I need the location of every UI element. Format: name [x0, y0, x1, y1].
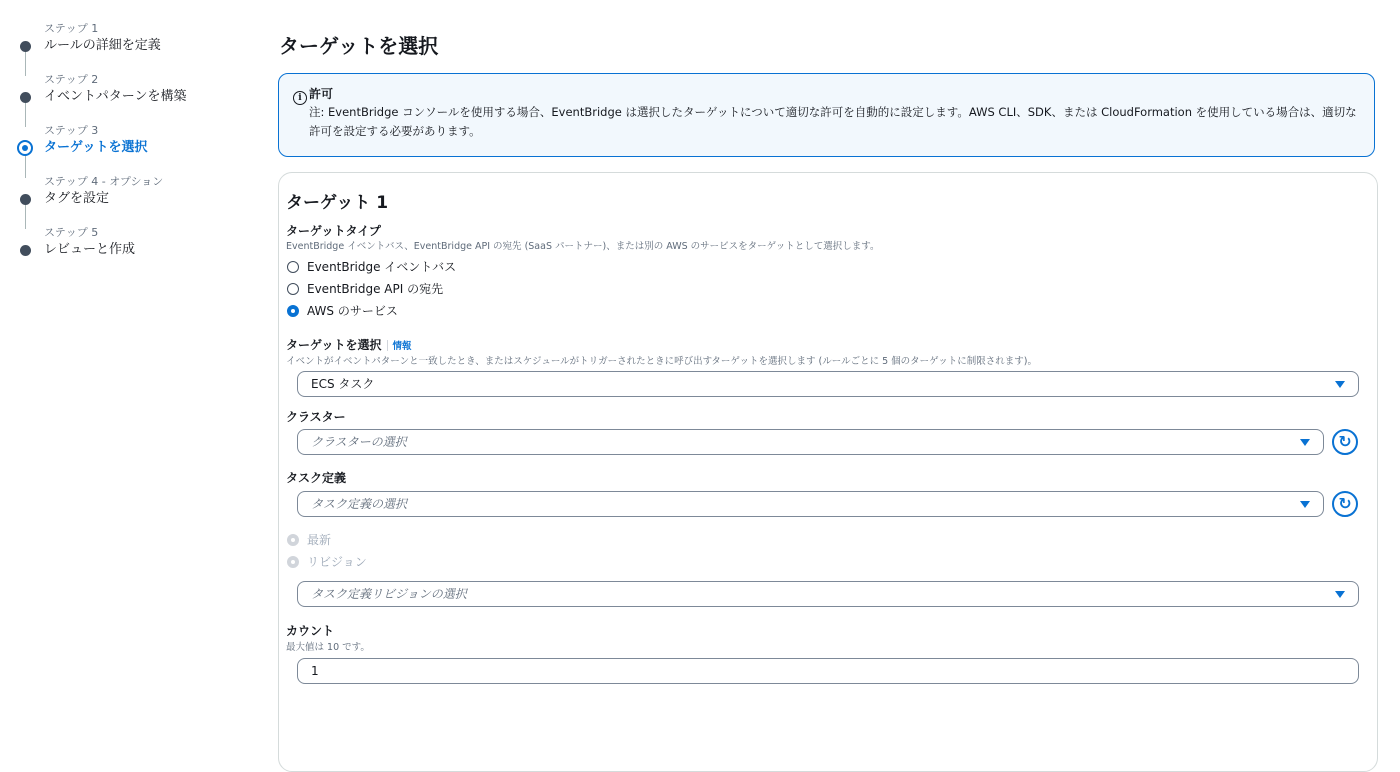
step-number: ステップ 4 - オプション: [44, 175, 164, 188]
step-4[interactable]: [20, 175, 260, 226]
refresh-icon[interactable]: ↻: [1332, 491, 1358, 517]
step-2[interactable]: [20, 73, 260, 124]
task-definition-placeholder: タスク定義の選択: [311, 497, 408, 511]
radio-label: AWS のサービス: [307, 304, 398, 318]
radio-circle[interactable]: [287, 556, 299, 568]
step-5[interactable]: [20, 226, 260, 277]
refresh-icon[interactable]: ↻: [1332, 429, 1358, 455]
radio-circle[interactable]: [287, 534, 299, 546]
divider: [387, 340, 388, 351]
caret-down-icon: [1335, 381, 1345, 388]
count-description: 最大値は 10 です。: [286, 642, 370, 653]
target-service-value: ECS タスク: [311, 377, 375, 391]
step-title[interactable]: ターゲットを選択: [44, 140, 148, 155]
step-dot: [20, 194, 31, 205]
radio-aws-service[interactable]: [287, 302, 398, 319]
radio-eventbridge-bus[interactable]: [287, 258, 456, 275]
caret-down-icon: [1300, 501, 1310, 508]
wizard-steps: [20, 22, 260, 277]
caret-down-icon: [1335, 591, 1345, 598]
radio-label: リビジョン: [307, 555, 367, 569]
step-title[interactable]: レビューと作成: [44, 242, 136, 257]
alert-body: 注: EventBridge コンソールを使用する場合、EventBridge は選択したターゲットについて適切な許可を自動的に設定します。AWS CLI、SDK、または CloudFormation を使用している場合は、適切な許可を設定する必要があります。: [309, 105, 1357, 138]
count-input[interactable]: 1: [297, 658, 1359, 684]
step-title[interactable]: ルールの詳細を定義: [44, 38, 161, 53]
task-definition-label: タスク定義: [286, 471, 347, 485]
step-number: ステップ 3: [44, 124, 99, 137]
step-dot: [20, 92, 31, 103]
step-number: ステップ 2: [44, 73, 99, 86]
select-target-label: [286, 336, 412, 353]
radio-eventbridge-api[interactable]: [287, 280, 443, 297]
target-title: ターゲット 1: [286, 193, 389, 213]
cluster-label: クラスター: [286, 410, 346, 424]
step-number: ステップ 1: [44, 22, 99, 35]
step-number: ステップ 5: [44, 226, 99, 239]
target-service-select[interactable]: [297, 371, 1359, 397]
step-1[interactable]: [20, 22, 260, 73]
target-container: [278, 172, 1378, 772]
step-3-current[interactable]: [20, 124, 260, 175]
radio-circle[interactable]: [287, 261, 299, 273]
radio-label: EventBridge イベントバス: [307, 260, 457, 274]
count-label: カウント: [286, 624, 335, 638]
target-type-label: ターゲットタイプ: [286, 224, 381, 238]
cluster-placeholder: クラスターの選択: [311, 435, 407, 449]
target-type-description: EventBridge イベントバス、EventBridge API の宛先 (SaaS パートナー)、または別の AWS のサービスをターゲットとして選択します。: [286, 241, 880, 252]
step-dot: [20, 41, 31, 52]
radio-label: 最新: [307, 533, 332, 547]
permission-alert: [278, 73, 1375, 157]
radio-label: EventBridge API の宛先: [307, 282, 444, 296]
radio-revision[interactable]: [287, 553, 367, 570]
radio-circle[interactable]: [287, 283, 299, 295]
cluster-select[interactable]: [297, 429, 1324, 455]
task-definition-select[interactable]: [297, 491, 1324, 517]
alert-title: 許可: [309, 87, 334, 101]
page-title: ターゲットを選択: [279, 34, 439, 58]
info-icon: i: [293, 91, 307, 105]
select-target-description: イベントがイベントパターンと一致したとき、またはスケジュールがトリガーされたときに呼び出すターゲットを選択します (ルールごとに 5 個のターゲットに制限されます)。: [286, 356, 1037, 367]
radio-circle[interactable]: [287, 305, 299, 317]
radio-latest[interactable]: [287, 531, 331, 548]
task-revision-placeholder: タスク定義リビジョンの選択: [311, 587, 467, 601]
info-link[interactable]: 情報: [392, 341, 412, 352]
step-dot: [20, 245, 31, 256]
current-step-dot: [17, 140, 33, 156]
step-title[interactable]: タグを設定: [44, 191, 110, 206]
select-target-label-text: ターゲットを選択: [286, 338, 382, 352]
step-title[interactable]: イベントパターンを構築: [44, 89, 187, 104]
task-revision-select[interactable]: [297, 581, 1359, 607]
caret-down-icon: [1300, 439, 1310, 446]
